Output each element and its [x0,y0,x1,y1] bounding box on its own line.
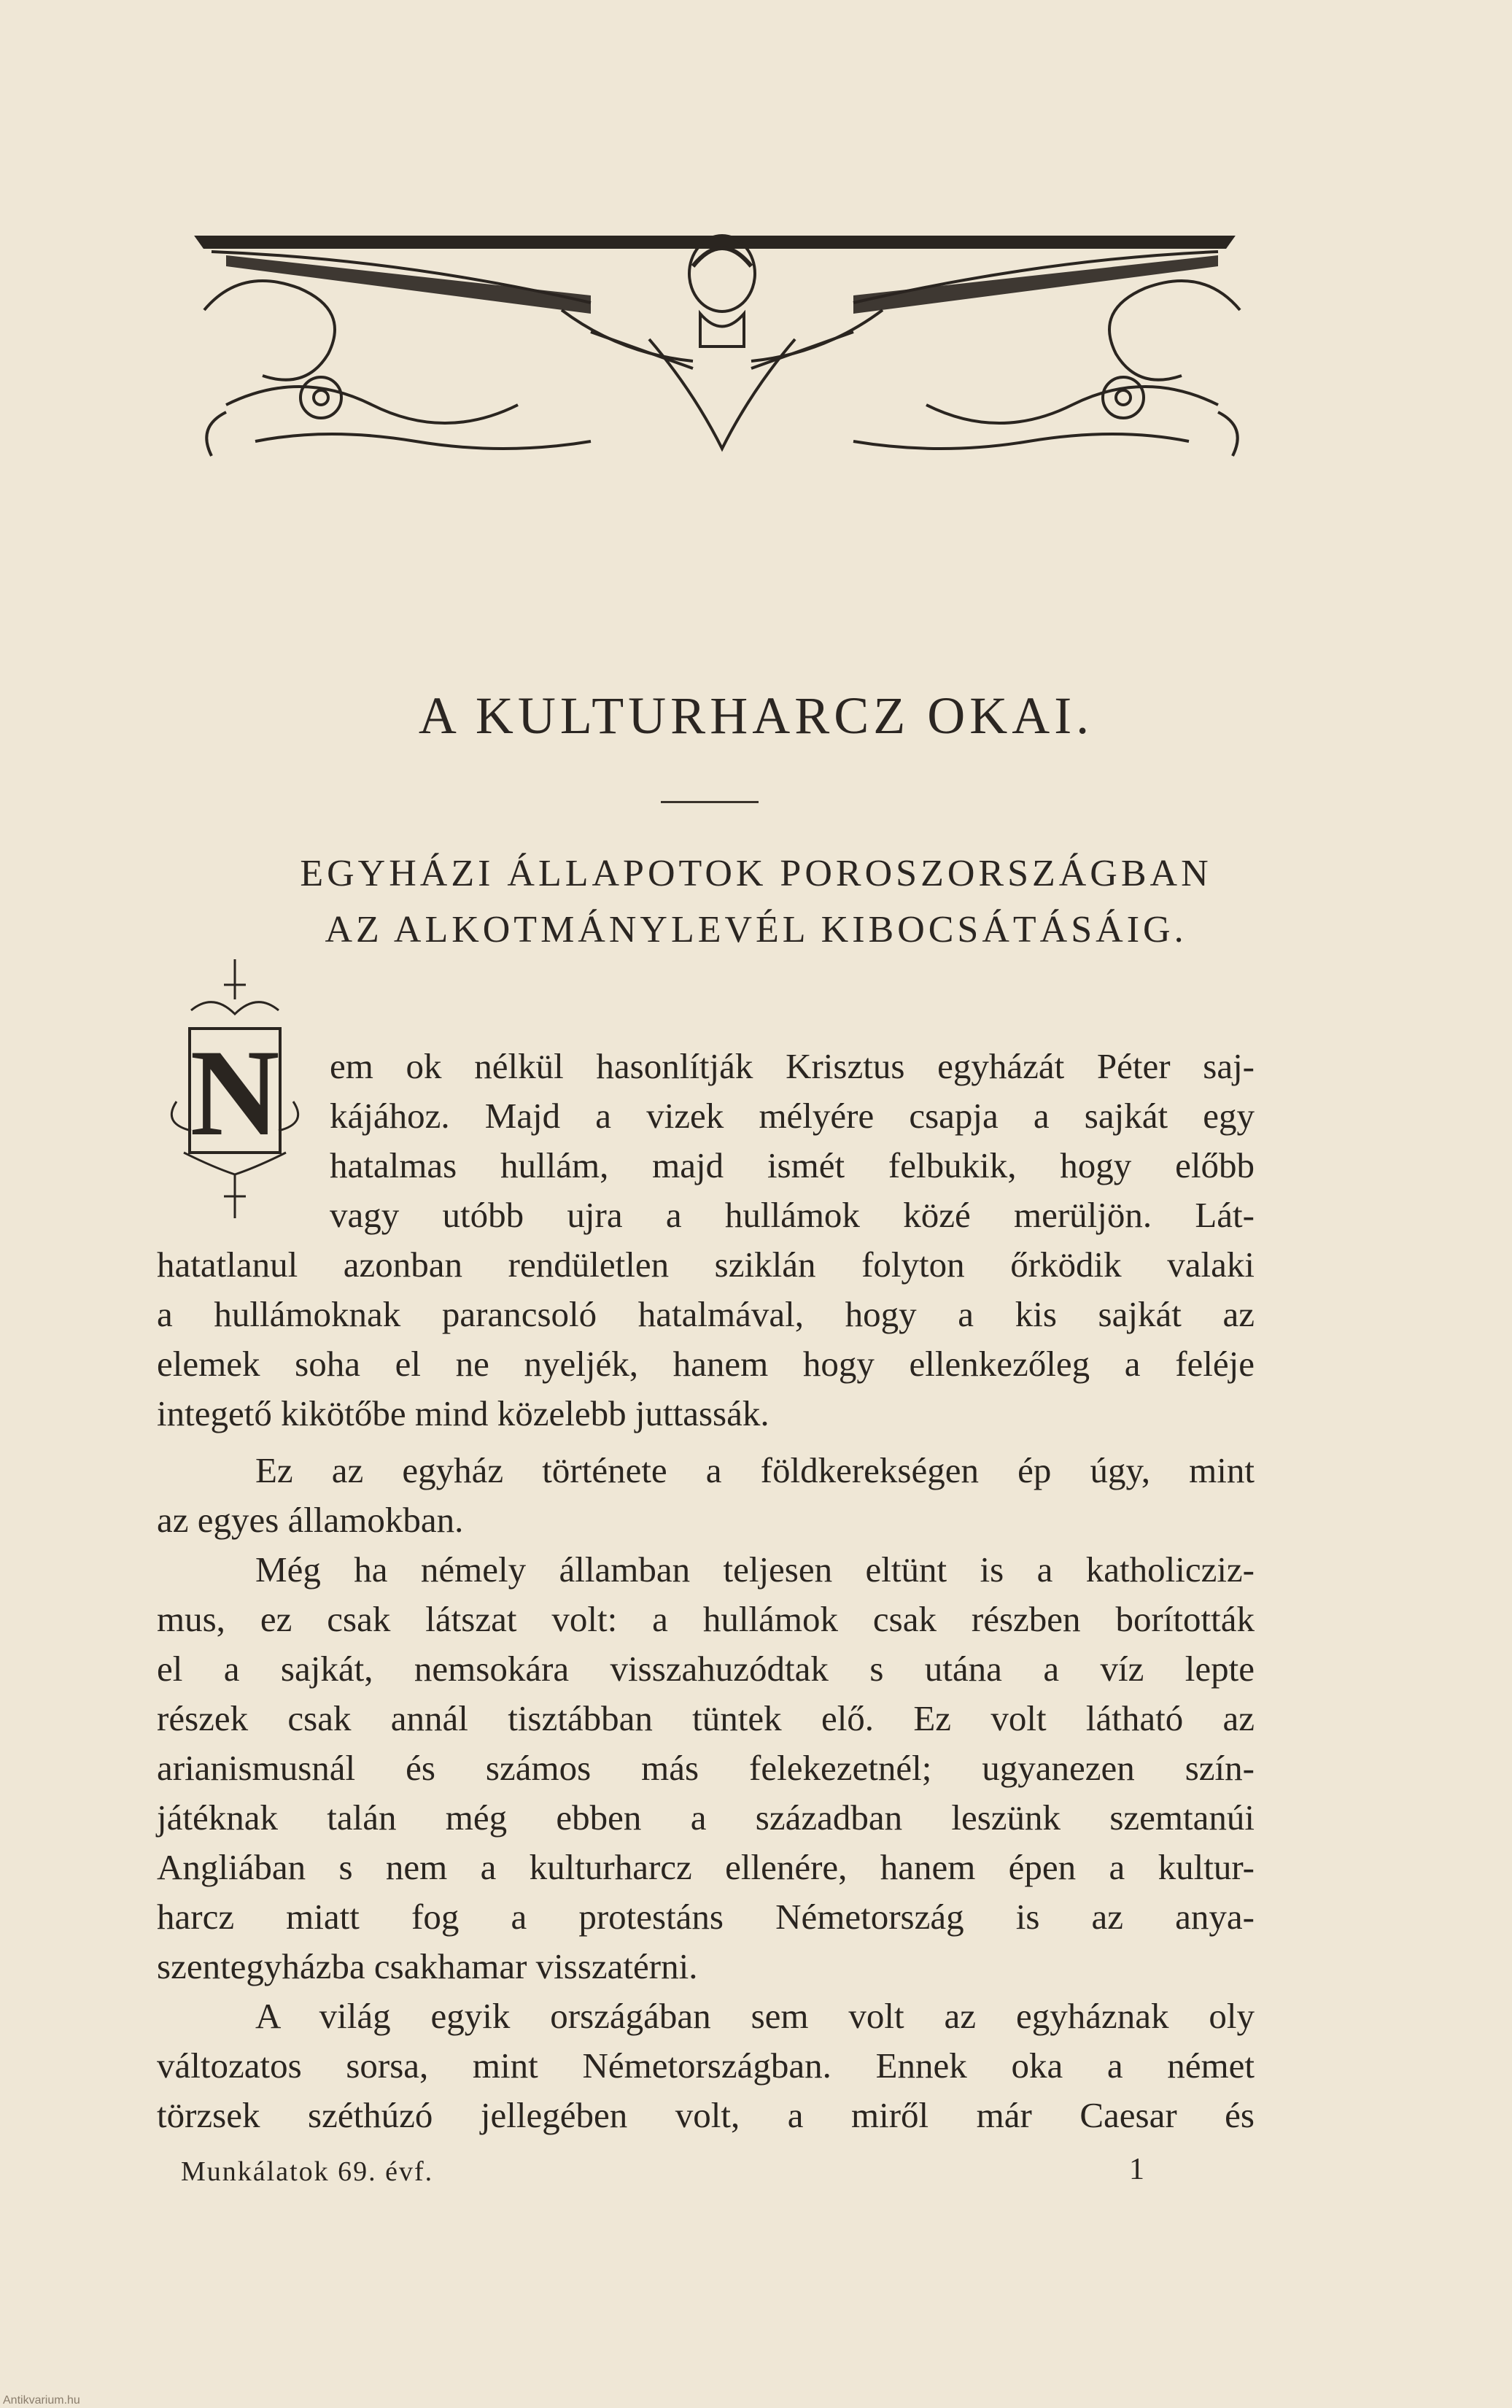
body-line-11: Még ha némely államban teljesen eltünt is a katholicziz- [255,1549,1255,1590]
body-line-7: elemek soha el ne nyeljék, hanem hogy ellenkezőleg a feléje [157,1344,1255,1384]
decorated-initial [162,956,308,1226]
page-number: 1 [1129,2153,1144,2186]
body-line-12: mus, ez csak látszat volt: a hullámok csak részben borították [157,1599,1255,1639]
body-line-18: harcz miatt fog a protestáns Németország is az anya- [157,1897,1255,1937]
body-line-1: em ok nélkül hasonlítják Krisztus egyházát Péter saj- [330,1046,1255,1086]
body-line-20: A világ egyik országában sem volt az egyháznak oly [255,1996,1255,2036]
footer-signature: Munkálatok 69. évf. [181,2156,434,2187]
body-line-9: Ez az egyház története a földkerekségen ép úgy, mint [255,1450,1255,1490]
body-line-22: törzsek széthúzó jellegében volt, a miről már Caesar és [157,2095,1255,2135]
subtitle-line-2: AZ ALKOTMÁNYLEVÉL KIBOCSÁTÁSÁIG. [325,909,1187,951]
body-line-10: az egyes államokban. [157,1500,464,1540]
chapter-title: A KULTURHARCZ OKAI. [418,686,1094,745]
body-line-8: integető kikötőbe mind közelebb juttassák. [157,1393,769,1433]
body-line-3: hatalmas hullám, majd ismét felbukik, hogy előbb [330,1145,1255,1185]
drop-cap-letter: N [190,1024,280,1161]
body-line-14: részek csak annál tisztábban tüntek elő. Ez volt látható az [157,1698,1255,1738]
body-line-5: hatatlanul azonban rendületlen sziklán folyton őrködik valaki [157,1244,1255,1285]
body-line-15: arianismusnál és számos más felekezetnél; ugyanezen szín- [157,1748,1255,1788]
body-line-13: el a sajkát, nemsokára visszahuzódtak s utána a víz lepte [157,1649,1255,1689]
body-line-21: változatos sorsa, mint Németországban. Ennek oka a német [157,2045,1255,2086]
body-line-4: vagy utóbb ujra a hullámok közé merüljön. Lát- [330,1195,1255,1235]
body-line-17: Angliában s nem a kulturharcz ellenére, hanem épen a kultur- [157,1847,1255,1887]
watermark: Antikvarium.hu [3,2394,80,2407]
body-line-2: kájához. Majd a vizek mélyére csapja a sajkát egy [330,1096,1255,1136]
subtitle-line-1: EGYHÁZI ÁLLAPOTOK POROSZORSZÁGBAN [300,853,1212,894]
body-line-6: a hullámoknak parancsoló hatalmával, hogy a kis sajkát az [157,1294,1255,1334]
body-line-16: játéknak talán még ebben a században leszünk szemtanúi [157,1797,1255,1838]
title-divider [661,801,759,803]
body-line-19: szentegyházba csakhamar visszatérni. [157,1946,698,1986]
ornamental-headpiece [182,222,1262,471]
